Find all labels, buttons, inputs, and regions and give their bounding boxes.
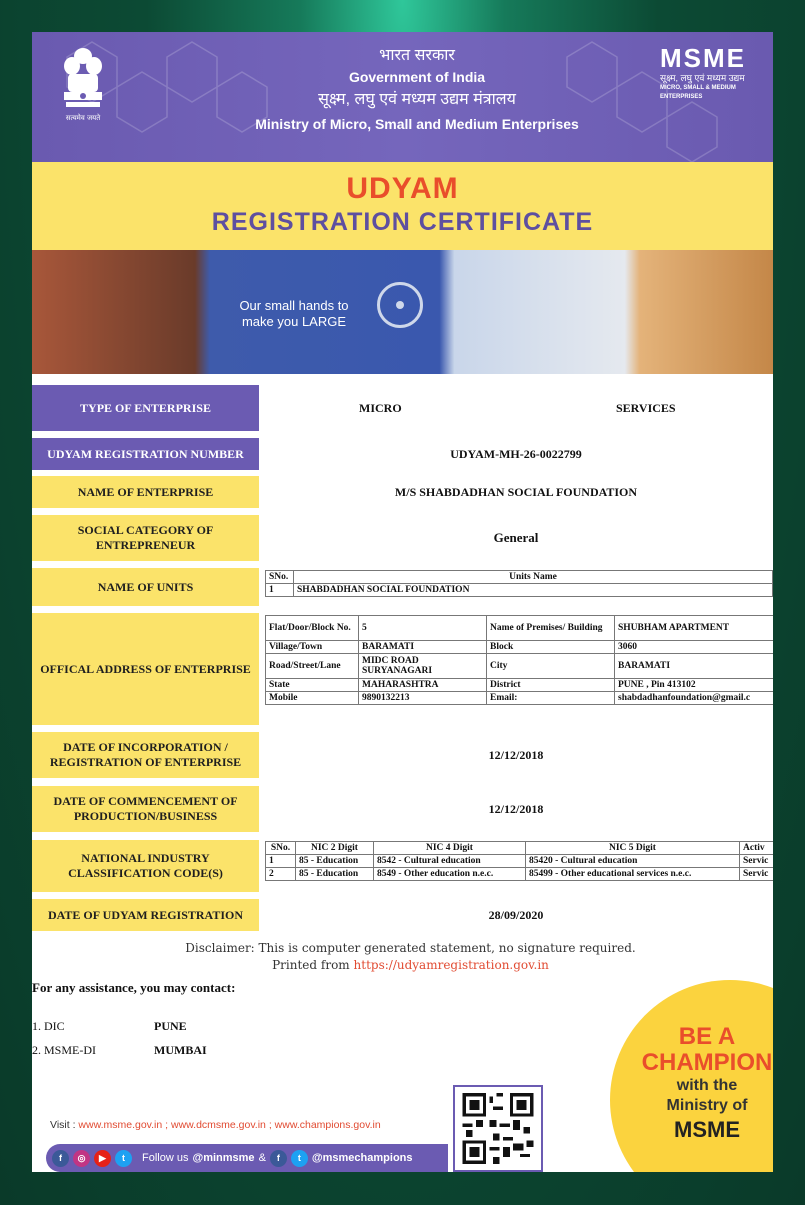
type-value-services: SERVICES	[616, 400, 676, 415]
msme-hindi: सूक्ष्म, लघु एवं मध्यम उद्यम	[660, 73, 745, 83]
table-row	[266, 679, 774, 692]
visit-links	[50, 1119, 381, 1131]
handle-msmechampions[interactable]: @msmechampions	[311, 1152, 413, 1164]
table-row	[266, 641, 774, 654]
certificate-title	[32, 162, 773, 250]
champion-l3: with the	[676, 1077, 738, 1094]
visit-urls[interactable]: www.msme.gov.in ; www.dcmsme.gov.in ; www.champions.gov.in	[78, 1119, 381, 1131]
nic-label: NATIONAL INDUSTRY CLASSIFICATION CODE(S)	[32, 840, 259, 892]
nic-r1-5digit: 85420 - Cultural education	[526, 855, 740, 868]
addr-mobile-val: 9890132213	[359, 692, 487, 705]
nic-th-5digit: NIC 5 Digit	[526, 842, 740, 855]
social-value: General	[493, 530, 539, 545]
row-commencement	[32, 786, 773, 832]
header-en-1: Government of India	[348, 69, 486, 85]
name-label: NAME OF ENTERPRISE	[32, 476, 259, 508]
nic-r1-2digit: 85 - Education	[296, 855, 374, 868]
addr-premises-val: SHUBHAM APARTMENT	[615, 616, 774, 641]
contact-dic-key: 1. DIC	[32, 1019, 65, 1033]
contact-msmedi-val: MUMBAI	[154, 1043, 207, 1057]
addr-flat-key: Flat/Door/Block No.	[266, 616, 359, 641]
header	[32, 32, 773, 162]
national-emblem-icon	[56, 44, 110, 124]
udyam-date-label: DATE OF UDYAM REGISTRATION	[32, 899, 259, 931]
certificate-page	[32, 32, 773, 1172]
units-cell-sno: 1	[266, 584, 294, 597]
header-en-2: Ministry of Micro, Small and Medium Enterprises	[255, 116, 579, 132]
nic-r2-5digit: 85499 - Other educational services n.e.c.	[526, 868, 740, 881]
type-label: TYPE OF ENTERPRISE	[32, 385, 259, 431]
contact-dic-val: PUNE	[154, 1019, 187, 1033]
visit-label: Visit :	[50, 1119, 79, 1131]
instagram-icon[interactable]: ◎	[73, 1150, 90, 1167]
incorp-value: 12/12/2018	[488, 747, 544, 762]
addr-village-val: BARAMATI	[359, 641, 487, 654]
row-urn	[32, 438, 773, 470]
addr-village-key: Village/Town	[266, 641, 359, 654]
name-value: M/S SHABDADHAN SOCIAL FOUNDATION	[394, 484, 638, 499]
handle-minmsme[interactable]: @minmsme	[192, 1152, 255, 1164]
row-address	[32, 613, 773, 725]
urn-label: UDYAM REGISTRATION NUMBER	[32, 438, 259, 470]
units-label: NAME OF UNITS	[32, 568, 259, 606]
addr-road-key: Road/Street/Lane	[266, 654, 359, 679]
row-name	[32, 476, 773, 508]
title-udyam: UDYAM	[346, 172, 459, 205]
nic-table	[265, 841, 773, 881]
disclaimer-line: Disclaimer: This is computer generated statement, no signature required.	[185, 941, 636, 955]
printed-prefix: Printed from	[272, 958, 354, 972]
commence-value: 12/12/2018	[488, 801, 544, 816]
banner-tagline: Our small hands to make you LARGE	[239, 298, 349, 329]
msme-logo-text: MSME	[660, 43, 746, 73]
address-table	[265, 615, 773, 705]
addr-premises-key: Name of Premises/ Building	[487, 616, 615, 641]
units-table	[265, 570, 773, 597]
facebook-icon[interactable]: f	[52, 1150, 69, 1167]
nic-th-2digit: NIC 2 Digit	[296, 842, 374, 855]
table-row	[266, 584, 773, 597]
champion-l4: Ministry of	[666, 1097, 748, 1114]
addr-state-key: State	[266, 679, 359, 692]
addr-district-val: PUNE , Pin 413102	[615, 679, 774, 692]
follow-label: Follow us	[142, 1152, 189, 1164]
nic-th-4digit: NIC 4 Digit	[374, 842, 526, 855]
addr-mobile-key: Mobile	[266, 692, 359, 705]
units-cell-name: SHABDADHAN SOCIAL FOUNDATION	[294, 584, 773, 597]
youtube-icon[interactable]: ▶	[94, 1150, 111, 1167]
champion-text	[632, 1024, 773, 1144]
nic-r2-activity: Servic	[740, 868, 774, 881]
nic-r1-sno: 1	[266, 855, 296, 868]
row-udyam-date	[32, 899, 773, 931]
nic-r2-sno: 2	[266, 868, 296, 881]
addr-flat-val: 5	[359, 616, 487, 641]
qr-code-icon	[453, 1085, 543, 1172]
row-nic	[32, 840, 773, 892]
address-label: OFFICAL ADDRESS OF ENTERPRISE	[32, 613, 259, 725]
follow-amp: &	[258, 1152, 266, 1164]
type-value-micro: MICRO	[359, 400, 402, 415]
addr-state-val: MAHARASHTRA	[359, 679, 487, 692]
contact-msmedi-key: 2. MSME-DI	[32, 1043, 97, 1057]
msme-logo	[660, 44, 773, 102]
addr-email-val: shabdadhanfoundation@gmail.c	[615, 692, 774, 705]
table-row	[266, 692, 774, 705]
champion-l5: MSME	[674, 1117, 740, 1142]
qr-code-pattern	[461, 1093, 535, 1164]
msme-en: MICRO, SMALL & MEDIUM ENTERPRISES	[660, 85, 736, 100]
row-social	[32, 515, 773, 561]
assistance-heading: For any assistance, you may contact:	[32, 980, 236, 995]
charkha-icon	[377, 282, 423, 328]
units-th-name: Units Name	[294, 571, 773, 584]
table-row	[266, 868, 774, 881]
facebook-icon-2[interactable]: f	[270, 1150, 287, 1167]
header-hindi-2: सूक्ष्म, लघु एवं मध्यम उद्यम मंत्रालय	[318, 91, 516, 108]
table-row	[266, 654, 774, 679]
addr-block-val: 3060	[615, 641, 774, 654]
commence-label: DATE OF COMMENCEMENT OF PRODUCTION/BUSINESS	[32, 786, 259, 832]
addr-email-key: Email:	[487, 692, 615, 705]
table-row	[266, 616, 774, 641]
row-units	[32, 568, 773, 606]
nic-th-activity: Activ	[740, 842, 774, 855]
addr-city-key: City	[487, 654, 615, 679]
banner-image	[32, 250, 773, 374]
addr-block-key: Block	[487, 641, 615, 654]
udyam-date-value: 28/09/2020	[488, 907, 544, 922]
emblem-motto: सत्यमेव जयते	[65, 114, 101, 122]
row-type	[32, 385, 773, 431]
units-header-row	[266, 571, 773, 584]
udyam-portal-link[interactable]: https://udyamregistration.gov.in	[353, 958, 549, 972]
twitter-icon[interactable]: t	[115, 1150, 132, 1167]
table-row	[266, 855, 774, 868]
follow-bar	[46, 1144, 448, 1172]
nic-r1-4digit: 8542 - Cultural education	[374, 855, 526, 868]
type-values	[259, 385, 773, 431]
urn-value: UDYAM-MH-26-0022799	[450, 446, 582, 461]
nic-r1-activity: Servic	[740, 855, 774, 868]
social-label: SOCIAL CATEGORY OF ENTREPRENEUR	[32, 515, 259, 561]
addr-city-val: BARAMATI	[615, 654, 774, 679]
row-incorporation	[32, 732, 773, 778]
incorp-label: DATE OF INCORPORATION / REGISTRATION OF ENTERPRISE	[32, 732, 259, 778]
units-th-sno: SNo.	[266, 571, 294, 584]
nic-r2-4digit: 8549 - Other education n.e.c.	[374, 868, 526, 881]
disclaimer	[32, 940, 773, 974]
nic-r2-2digit: 85 - Education	[296, 868, 374, 881]
twitter-icon-2[interactable]: t	[291, 1150, 308, 1167]
header-hindi-1: भारत सरकार	[379, 47, 455, 64]
title-subtitle: REGISTRATION CERTIFICATE	[211, 208, 594, 236]
nic-th-sno: SNo.	[266, 842, 296, 855]
champion-l2: CHAMPION	[641, 1049, 773, 1076]
addr-district-key: District	[487, 679, 615, 692]
printed-from	[32, 957, 773, 974]
champion-l1: BE A	[678, 1023, 736, 1050]
addr-road-val: MIDC ROAD SURYANAGARI	[359, 654, 487, 679]
nic-header-row	[266, 842, 774, 855]
header-text	[182, 46, 652, 136]
